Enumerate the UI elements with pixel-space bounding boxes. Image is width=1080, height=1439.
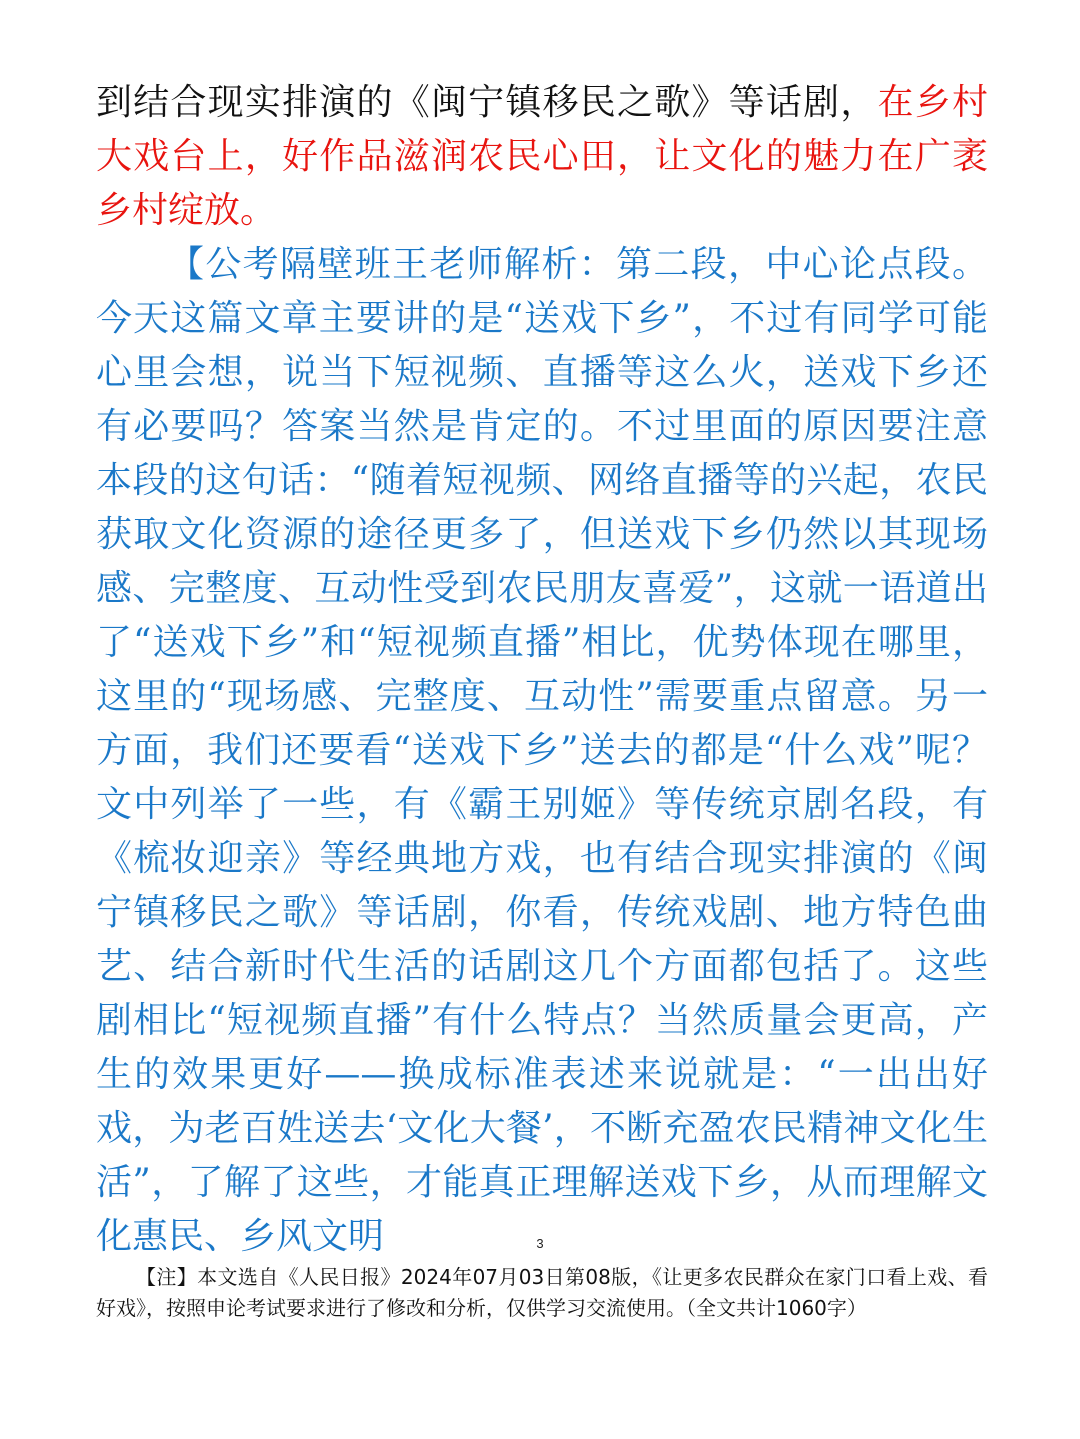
footnote: [96, 1262, 988, 1324]
paragraph-conclusion: [96, 76, 988, 238]
footnote-text: 【注】本文选自《人民日报》2024年07月03日第08版，《让更多农民群众在家门口看上戏、看好戏》，按照申论考试要求进行了修改和分析，仅供学习交流使用。（全文共计1060字）: [96, 1265, 988, 1320]
paragraph-red-highlight: 在乡村大戏台上，好作品滋润农民心田，让文化的魅力在广袤乡村绽放。: [96, 82, 988, 231]
article-body: [96, 76, 988, 1264]
page-number: 3: [536, 1236, 544, 1251]
paragraph-black-text: 到结合现实排演的《闽宁镇移民之歌》等话剧，: [96, 82, 878, 123]
analysis-paragraph: 【公考隔壁班王老师解析：第二段，中心论点段。今天这篇文章主要讲的是“送戏下乡”，不过有同学可能心里会想，说当下短视频、直播等这么火，送戏下乡还有必要吗？答案当然是肯定的。不过里面的原因要注意本段的这句话：“随着短视频、网络直播等的兴起，农民获取文化资源的途径更多了，但送戏下乡仍然以其现场感、完整度、互动性受到农民朋友喜爱”，这就一语道出了“送戏下乡”和“短视频直播”相比，优势体现在哪里，这里的“现场感、完整度、互动性”需要重点留意。另一方面，我们还要看“送戏下乡”送去的都是“什么戏”呢？文中列举了一些，有《霸王别姬》等传统京剧名段，有《梳妆迎亲》等经典地方戏，也有结合现实排演的《闽宁镇移民之歌》等话剧，你看，传统戏剧、地方特色曲艺、结合新时代生活的话剧这几个方面都包括了。这些剧相比“短视频直播”有什么特点？当然质量会更高，产生的效果更好——换成标准表述来说就是：“一出出好戏，为老百姓送去‘文化大餐’，不断充盈农民精神文化生活”，了解了这些，才能真正理解送戏下乡，从而理解文化惠民、乡风文明: [96, 244, 988, 1257]
